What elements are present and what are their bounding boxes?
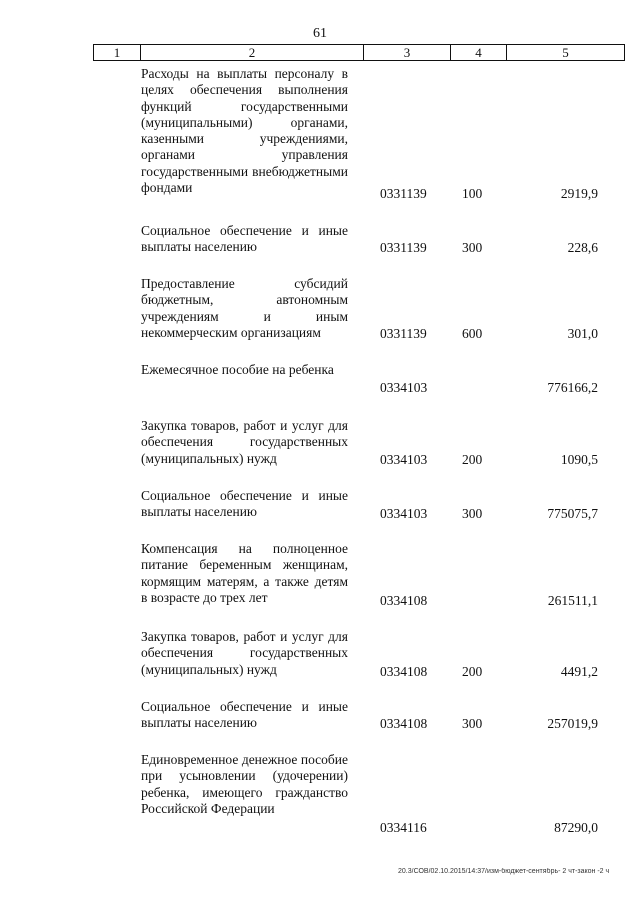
- row-expense-type: 100: [462, 186, 483, 201]
- row-amount: 261511,1: [547, 593, 598, 608]
- column-header-3: 3: [364, 45, 451, 60]
- column-header-row: [93, 44, 625, 61]
- row-code: 0331139: [380, 326, 427, 341]
- row-amount: 775075,7: [547, 506, 598, 521]
- row-code: 0334103: [380, 452, 428, 467]
- row-description: Компенсация на полноценное питание беременным женщинам, кормящим матерям, а также детям в возрасте до трех лет: [141, 541, 348, 605]
- row-amount: 228,6: [567, 240, 598, 255]
- row-expense-type: 600: [462, 326, 483, 341]
- row-description: Закупка товаров, работ и услуг для обеспечения государственных (муниципальных) нужд: [141, 629, 348, 677]
- page-number: 61: [313, 26, 327, 41]
- row-code: 0331139: [380, 186, 427, 201]
- row-code: 0334108: [380, 664, 428, 679]
- row-amount: 2919,9: [560, 186, 598, 201]
- row-code: 0334103: [380, 506, 428, 521]
- row-code: 0334116: [380, 820, 427, 835]
- row-description: Предоставление субсидий бюджетным, автономным учреждениям и иным некоммерческим организациям: [141, 276, 348, 340]
- row-amount: 257019,9: [547, 716, 598, 731]
- row-code: 0334108: [380, 716, 428, 731]
- row-expense-type: 300: [462, 240, 483, 255]
- document-footer-code: 20.3/СОВ/02.10.2015/14:37/изм-бюджет-сентябрь- 2 чт-закон -2 ч: [398, 868, 610, 875]
- row-amount: 1090,5: [560, 452, 598, 467]
- row-description: Социальное обеспечение и иные выплаты населению: [141, 699, 348, 731]
- row-amount: 776166,2: [547, 380, 598, 395]
- column-header-1: 1: [94, 45, 141, 60]
- row-code: 0334108: [380, 593, 428, 608]
- row-expense-type: 300: [462, 716, 483, 731]
- row-expense-type: 200: [462, 664, 483, 679]
- column-header-4: 4: [451, 45, 507, 60]
- row-expense-type: 300: [462, 506, 483, 521]
- column-header-2: 2: [141, 45, 364, 60]
- row-description: Социальное обеспечение и иные выплаты населению: [141, 223, 348, 255]
- row-code: 0331139: [380, 240, 427, 255]
- row-description: Закупка товаров, работ и услуг для обеспечения государственных (муниципальных) нужд: [141, 418, 348, 466]
- row-amount: 87290,0: [554, 820, 598, 835]
- column-header-5: 5: [562, 45, 569, 60]
- row-description: Расходы на выплаты персоналу в целях обеспечения выполнения функций государственными (муниципальными) органами, казенными учреждениями, органами управления государственными внебюджетными фондами: [141, 66, 348, 196]
- row-amount: 301,0: [567, 326, 598, 341]
- row-code: 0334103: [380, 380, 428, 395]
- row-expense-type: 200: [462, 452, 483, 467]
- row-description: Ежемесячное пособие на ребенка: [141, 362, 334, 377]
- row-description: Социальное обеспечение и иные выплаты населению: [141, 488, 348, 520]
- row-description: Единовременное денежное пособие при усыновлении (удочерении) ребенка, имеющего гражданство Российской Федерации: [141, 752, 348, 816]
- row-amount: 4491,2: [560, 664, 598, 679]
